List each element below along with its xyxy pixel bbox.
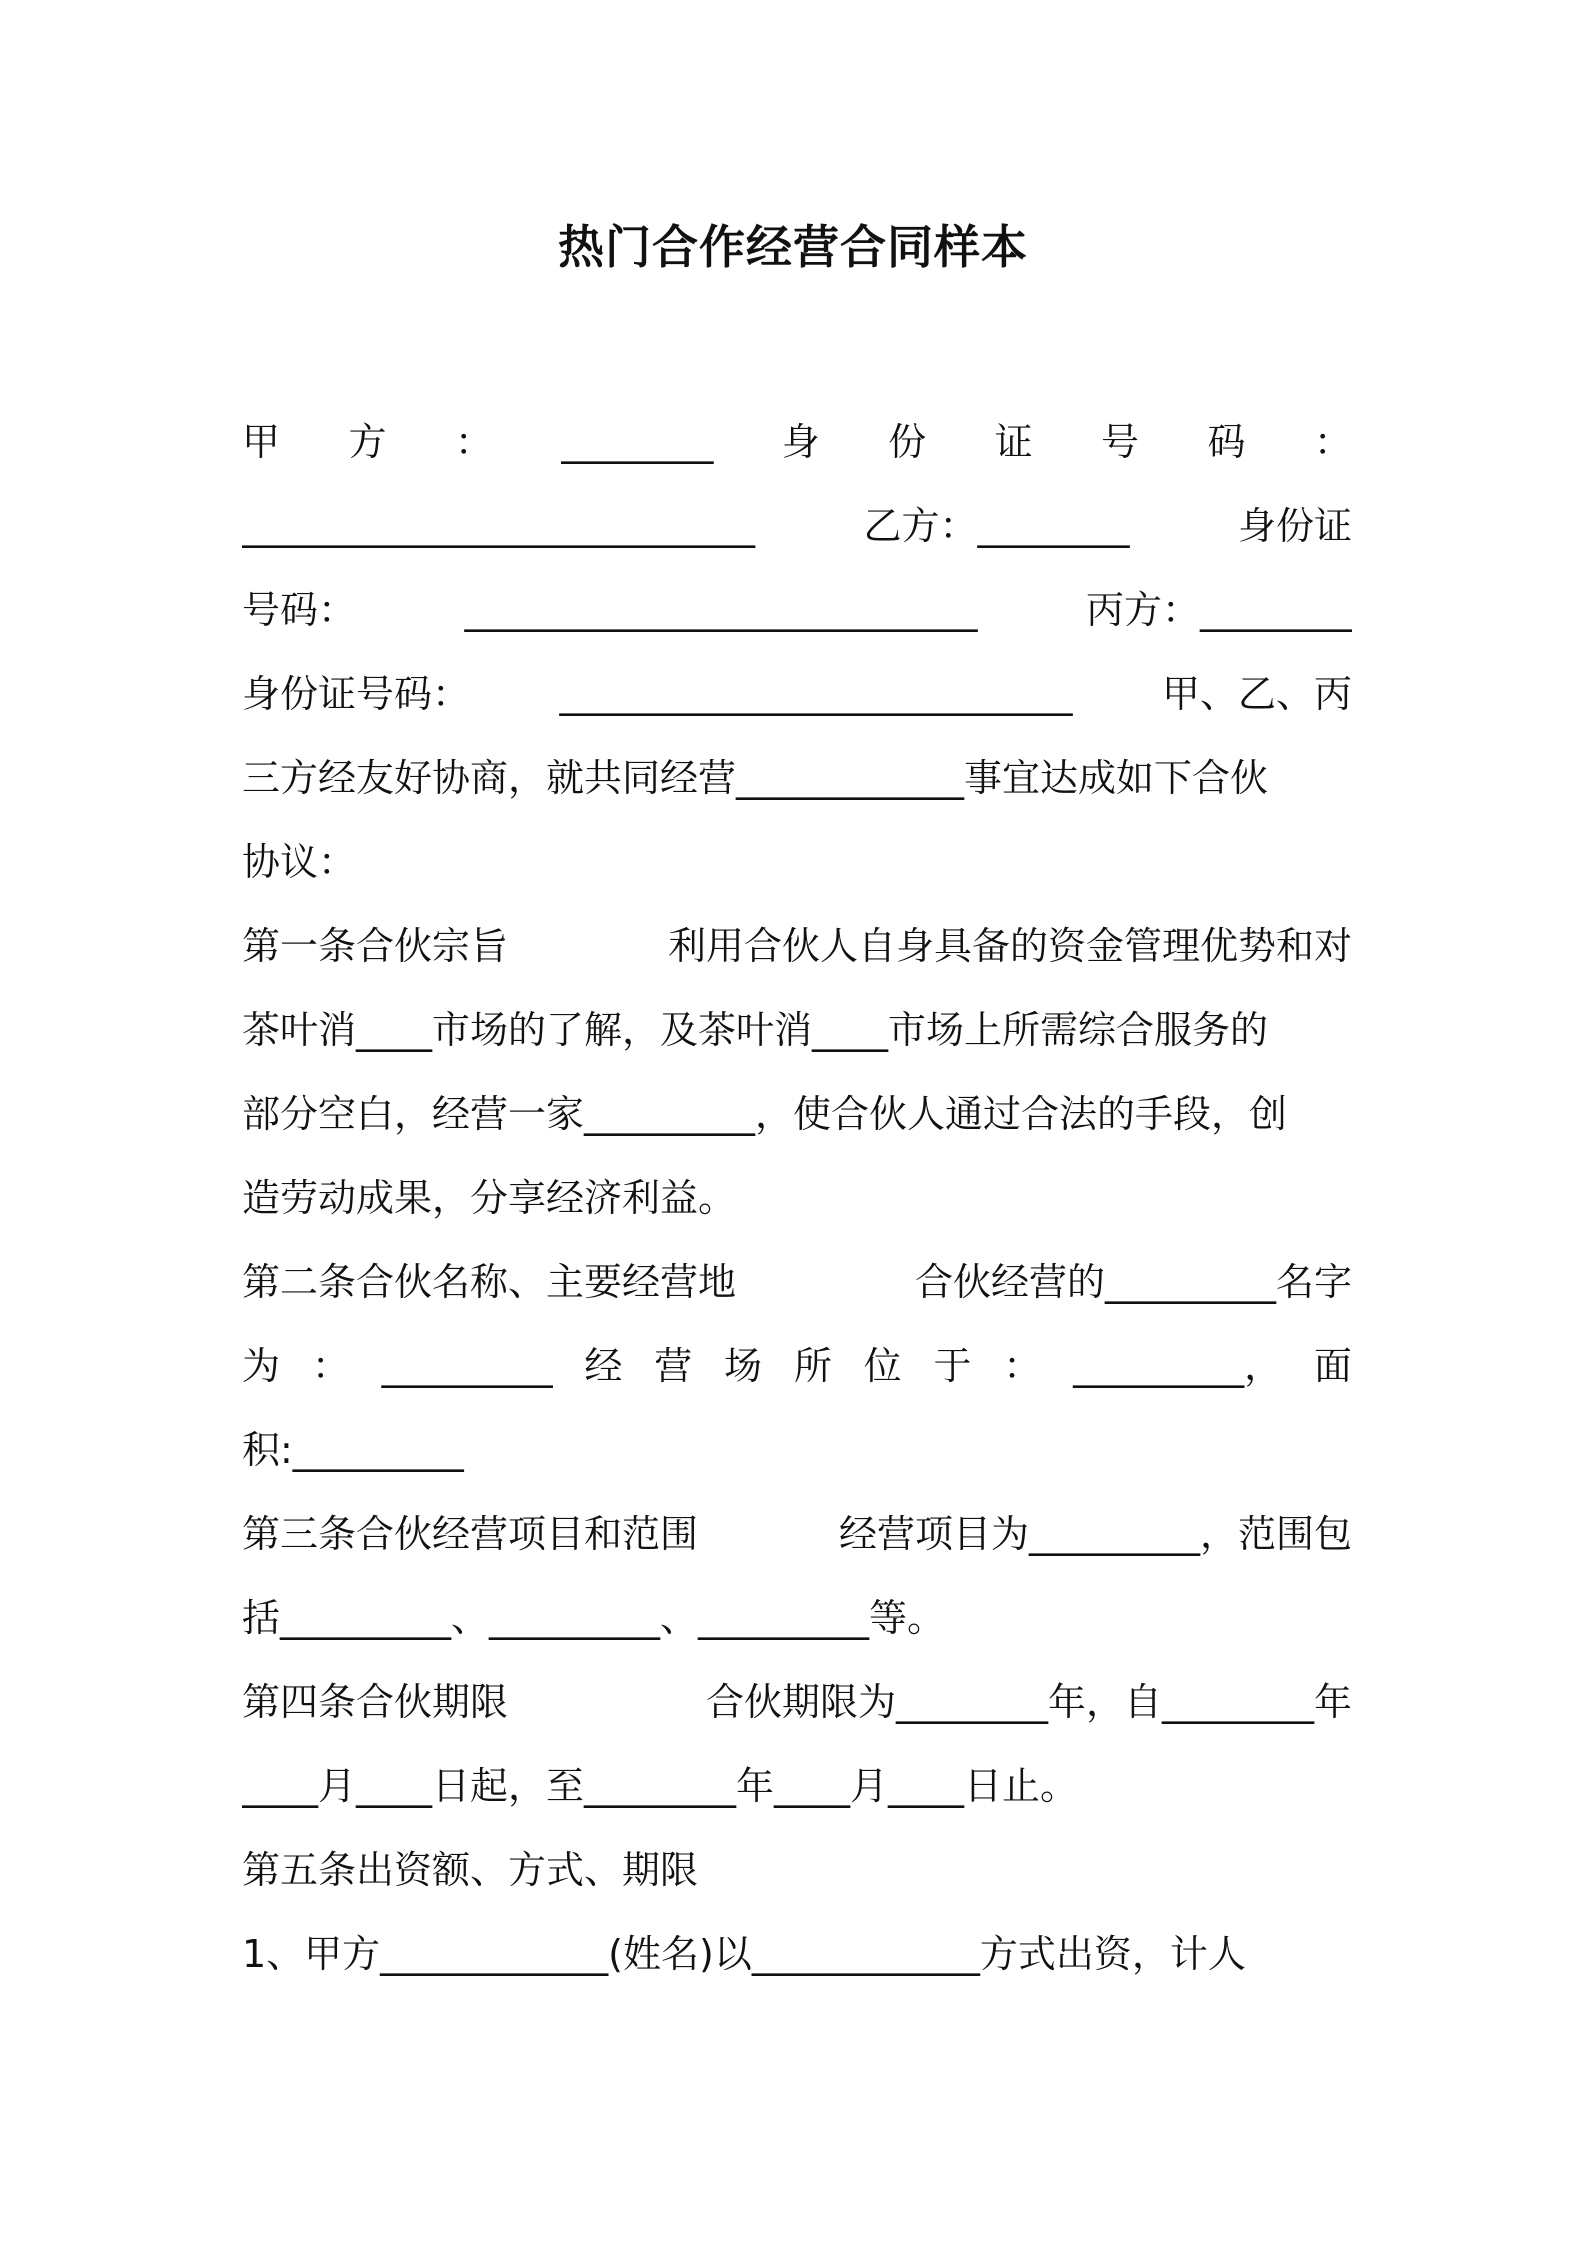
document-line xyxy=(242,1240,1352,1324)
document-line xyxy=(242,1324,1352,1408)
line-segment: 证 xyxy=(994,420,1033,464)
line-segment: 合伙期限为________年，自________年 xyxy=(705,1680,1352,1724)
line-segment: ： xyxy=(454,420,493,464)
document-line xyxy=(242,1492,1352,1576)
line-segment: 身份证号码： xyxy=(242,672,471,716)
line-segment: 第三条合伙经营项目和范围 xyxy=(242,1512,699,1556)
line-segment: 号码： xyxy=(242,588,357,632)
line-segment: 身 xyxy=(781,420,820,464)
document-line xyxy=(242,1408,1352,1492)
line-segment: 为 xyxy=(242,1344,281,1388)
document-body xyxy=(242,400,1352,1996)
line-segment: 身份证 xyxy=(1237,504,1352,548)
line-segment: 经 xyxy=(584,1344,623,1388)
line-segment: ： xyxy=(311,1344,350,1388)
document-line xyxy=(242,568,1352,652)
line-segment: _________ xyxy=(381,1344,553,1388)
line-segment: 营 xyxy=(654,1344,693,1388)
line-segment: 方 xyxy=(348,420,387,464)
document-line xyxy=(242,1828,1352,1912)
document-line xyxy=(242,652,1352,736)
line-segment: ___________________________ xyxy=(559,672,1073,716)
line-segment: 第一条合伙宗旨 xyxy=(242,924,509,968)
line-segment: 部分空白，经营一家_________，使合伙人通过合法的手段，创 xyxy=(242,1092,1288,1136)
document-line xyxy=(242,1744,1352,1828)
line-segment: ： xyxy=(1313,420,1352,464)
line-segment: 经营项目为_________，范围包 xyxy=(838,1512,1352,1556)
line-segment: 1、甲方____________(姓名)以____________方式出资，计人 xyxy=(242,1932,1246,1976)
line-segment: 茶叶消____市场的了解，及茶叶消____市场上所需综合服务的 xyxy=(242,1008,1269,1052)
document-line xyxy=(242,1912,1352,1996)
line-segment: 三方经友好协商，就共同经营____________事宜达成如下合伙 xyxy=(242,756,1269,800)
document-line xyxy=(242,1072,1352,1156)
line-segment: 协议： xyxy=(242,840,357,884)
line-segment: 丙方：________ xyxy=(1085,588,1352,632)
line-segment: 甲 xyxy=(242,420,281,464)
document-line xyxy=(242,988,1352,1072)
line-segment: 号 xyxy=(1101,420,1140,464)
line-segment: 第五条出资额、方式、期限 xyxy=(242,1848,699,1892)
document-title: 热门合作经营合同样本 xyxy=(558,220,1028,274)
line-segment: 造劳动成果，分享经济利益。 xyxy=(242,1176,737,1220)
line-segment: 位 xyxy=(863,1344,902,1388)
document-line xyxy=(242,400,1352,484)
line-segment: _________， xyxy=(1073,1344,1283,1388)
line-segment: ： xyxy=(1003,1344,1042,1388)
line-segment: 括_________、_________、_________等。 xyxy=(242,1596,946,1640)
line-segment: 乙方：________ xyxy=(863,504,1130,548)
line-segment: 甲、乙、丙 xyxy=(1161,672,1352,716)
line-segment: ___________________________ xyxy=(242,504,755,548)
line-segment: 份 xyxy=(888,420,927,464)
line-segment: 于 xyxy=(933,1344,972,1388)
line-segment: 利用合伙人自身具备的资金管理优势和对 xyxy=(667,924,1352,968)
document-line xyxy=(242,484,1352,568)
line-segment: 合伙经营的_________名字 xyxy=(914,1260,1352,1304)
line-segment: 面 xyxy=(1313,1344,1352,1388)
document-line xyxy=(242,1156,1352,1240)
line-segment: 所 xyxy=(793,1344,832,1388)
document-line xyxy=(242,904,1352,988)
line-segment: 第四条合伙期限 xyxy=(242,1680,509,1724)
document-line xyxy=(242,820,1352,904)
line-segment: ________ xyxy=(561,420,714,464)
line-segment: ____月____日起，至________年____月____日止。 xyxy=(242,1764,1079,1808)
document-line xyxy=(242,736,1352,820)
document-line xyxy=(242,1660,1352,1744)
line-segment: 积:_________ xyxy=(242,1428,464,1472)
line-segment: 第二条合伙名称、主要经营地 xyxy=(242,1260,737,1304)
document-line xyxy=(242,1576,1352,1660)
line-segment: ___________________________ xyxy=(464,588,978,632)
line-segment: 码 xyxy=(1207,420,1246,464)
line-segment: 场 xyxy=(724,1344,763,1388)
